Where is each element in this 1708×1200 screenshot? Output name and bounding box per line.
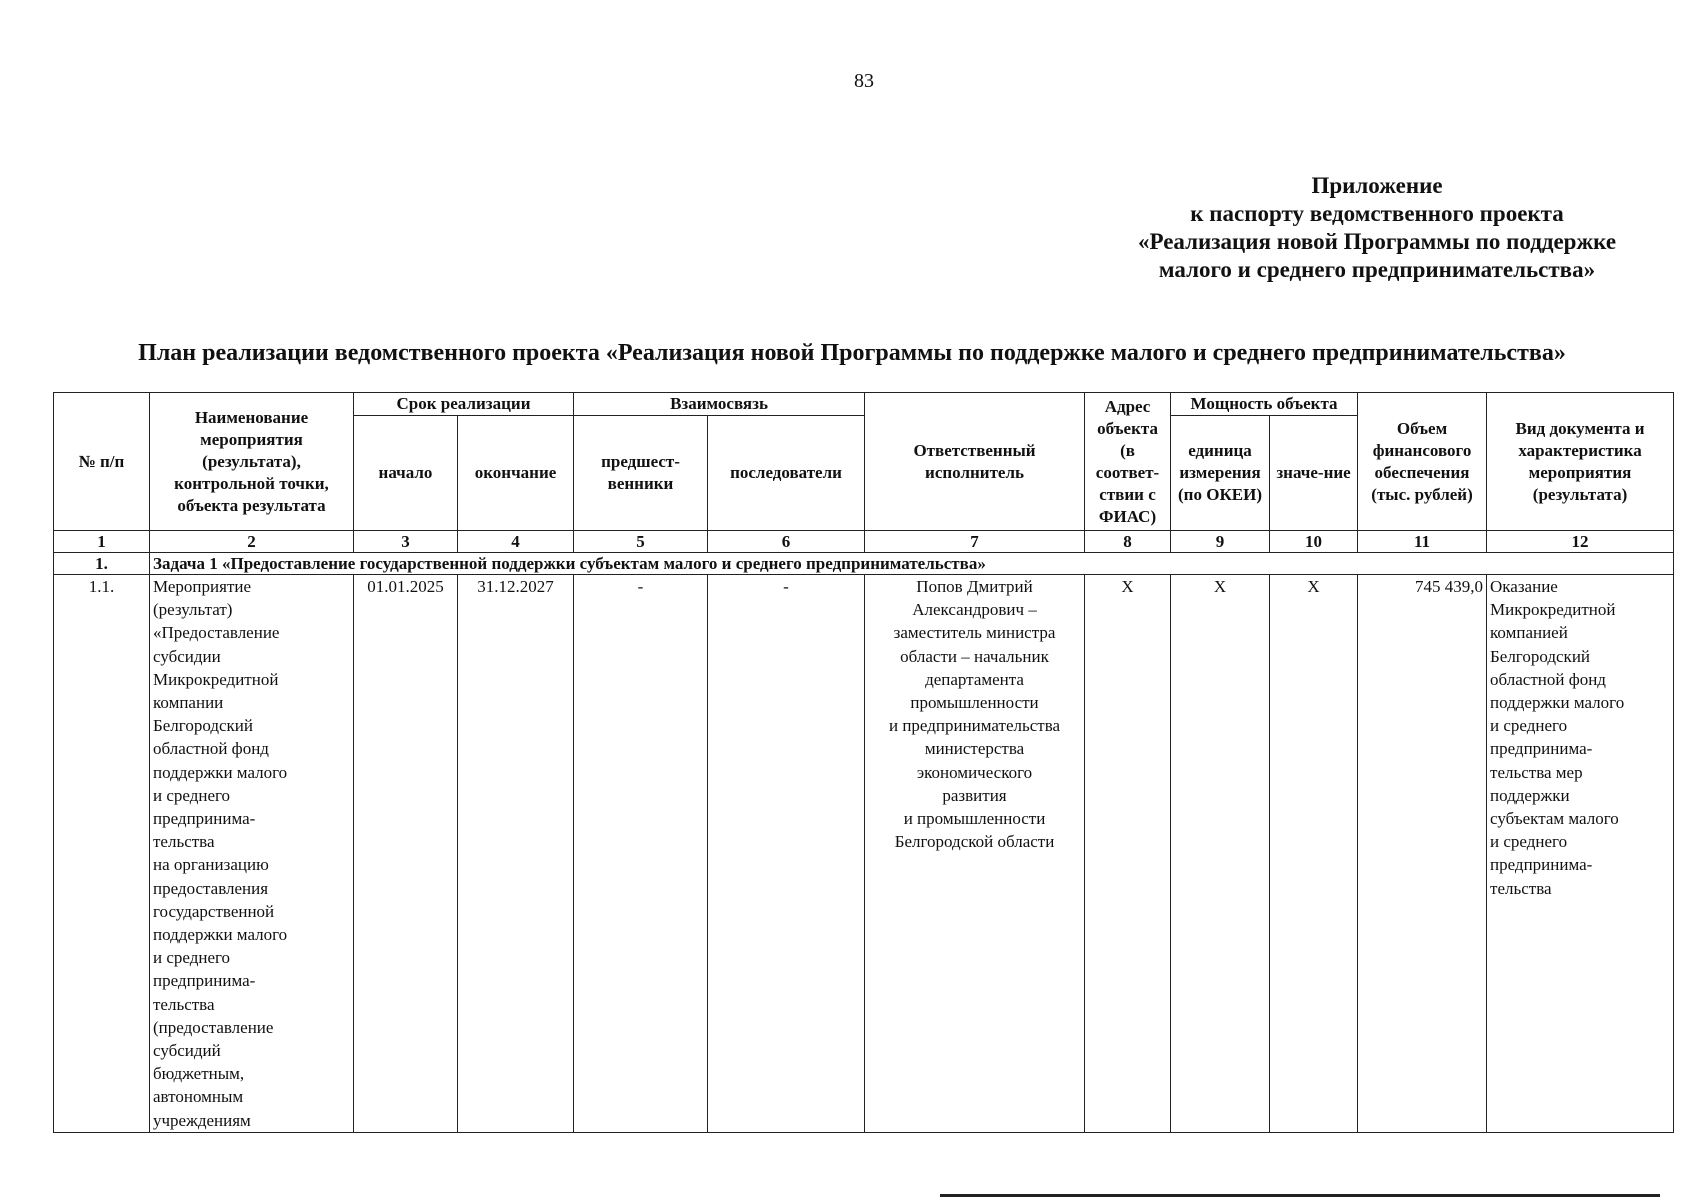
header-name: Наименование мероприятия (результата), контрольной точки, объекта результата [150,393,354,531]
header-value: значе-ние [1270,416,1358,531]
row-responsible-line: области – начальник [900,646,1049,666]
row-volume: 745 439,0 [1358,575,1487,1133]
appendix-line: «Реализация новой Программы по поддержке [1137,229,1617,254]
row-doc-line: и среднего [1490,832,1568,852]
row-responsible-line: министерства [924,739,1025,759]
row-name-line: Мероприятие [153,577,252,596]
row-predecessors: - [574,575,708,1133]
page-number: 83 [854,70,874,92]
row-name-line: бюджетным, [153,1064,245,1084]
row-name-line: предпринима- [153,971,256,991]
column-number: 3 [354,531,458,553]
row-responsible-line: Белгородской области [894,832,1055,852]
row-name-line: учреждениям [153,1110,251,1130]
header-term-start: начало [354,416,458,531]
task-text: Задача 1 «Предоставление государственной поддержки субъектам малого и среднего предпринимательства» [150,553,1674,575]
row-name-line: областной фонд [153,739,269,759]
row-responsible-line: развития [942,785,1007,805]
row-doc-line: поддержки [1490,785,1570,805]
row-name-line: тельства [153,994,215,1014]
row-name-line: субсидий [153,1041,221,1061]
appendix-line: Приложение [1311,173,1443,198]
row-doc-line: субъектам малого [1490,809,1619,829]
row-name-line: и среднего [153,948,231,968]
column-number: 2 [150,531,354,553]
column-number: 6 [708,531,865,553]
row-responsible [865,575,1085,1133]
row-name [150,575,354,1133]
row-address: Х [1085,575,1171,1133]
row-unit: Х [1171,575,1270,1133]
row-name-line: Белгородский [153,716,253,736]
row-name-line: государственной [153,901,275,921]
header-term-end: окончание [458,416,574,531]
row-name-line: предпринима- [153,809,256,829]
row-doc-line: и среднего [1490,716,1568,736]
header-responsible: Ответственный исполнитель [865,393,1085,531]
appendix-line: малого и среднего предпринимательства» [1158,257,1596,282]
row-responsible-line: департамента [925,669,1024,689]
row-start-date: 01.01.2025 [354,575,458,1133]
row-responsible-line: Попов Дмитрий [916,577,1033,596]
header-capacity: Мощность объекта [1171,393,1358,416]
row-name-line: поддержки малого [153,762,288,782]
header-address: Адрес объекта (в соответ-ствии с ФИАС) [1085,393,1171,531]
row-name-line: тельства [153,832,215,852]
row-doc-line: Оказание [1490,577,1558,596]
column-number: 4 [458,531,574,553]
column-number-row [54,531,1674,553]
row-responsible-line: и предпринимательства [888,716,1061,736]
row-doc-line: предпринима- [1490,739,1593,759]
row-doc-line: поддержки малого [1490,693,1625,713]
footer-rule [940,1194,1660,1197]
row-name-line: предоставления [153,878,269,898]
row-name-line: Микрокредитной [153,669,279,689]
row-responsible-line: экономического [916,762,1033,782]
row-doc-line: областной фонд [1490,669,1606,689]
row-doc-line: предпринима- [1490,855,1593,875]
row-responsible-line: и промышленности [903,809,1046,829]
row-name-line: (предоставление [153,1017,274,1037]
row-doc-type [1487,575,1674,1133]
row-doc-line: компанией [1490,623,1568,643]
row-doc-line: тельства мер [1490,762,1583,782]
header-volume: Объем финансового обеспечения (тыс. рублей) [1358,393,1487,531]
row-name-line: и среднего [153,785,231,805]
table-row [54,575,1674,1133]
row-name-line: (результат) [153,600,233,620]
row-responsible-line: заместитель министра [893,623,1056,643]
column-number: 12 [1487,531,1674,553]
row-name-line: поддержки малого [153,925,288,945]
header-num: № п/п [54,393,150,531]
plan-table [53,392,1674,1133]
column-number: 10 [1270,531,1358,553]
header-term: Срок реализации [354,393,574,416]
row-name-line: «Предоставление [153,623,280,643]
row-responsible-line: Александрович – [912,600,1037,620]
row-value: Х [1270,575,1358,1133]
task-row [54,553,1674,575]
appendix-heading [1096,172,1658,284]
column-number: 5 [574,531,708,553]
column-number: 9 [1171,531,1270,553]
column-number: 7 [865,531,1085,553]
header-unit: единица измерения (по ОКЕИ) [1171,416,1270,531]
column-number: 8 [1085,531,1171,553]
column-number: 11 [1358,531,1487,553]
task-num: 1. [54,553,150,575]
row-responsible-line: промышленности [910,693,1039,713]
row-doc-line: Микрокредитной [1490,600,1616,620]
row-name-line: компании [153,693,224,713]
row-successors: - [708,575,865,1133]
row-name-line: субсидии [153,646,221,666]
row-end-date: 31.12.2027 [458,575,574,1133]
plan-title: План реализации ведомственного проекта «Реализация новой Программы по поддержке малого и среднего предпринимательства» [138,340,1566,366]
row-doc-line: Белгородский [1490,646,1591,666]
header-doc-type: Вид документа и характеристика мероприятия (результата) [1487,393,1674,531]
row-name-line: автономным [153,1087,244,1107]
row-num: 1.1. [54,575,150,1133]
header-relation: Взаимосвязь [574,393,865,416]
header-successors: последователи [708,416,865,531]
appendix-line: к паспорту ведомственного проекта [1190,201,1564,226]
row-doc-line: тельства [1490,878,1552,898]
header-predecessors: предшест-венники [574,416,708,531]
column-number: 1 [54,531,150,553]
row-name-line: на организацию [153,855,269,875]
